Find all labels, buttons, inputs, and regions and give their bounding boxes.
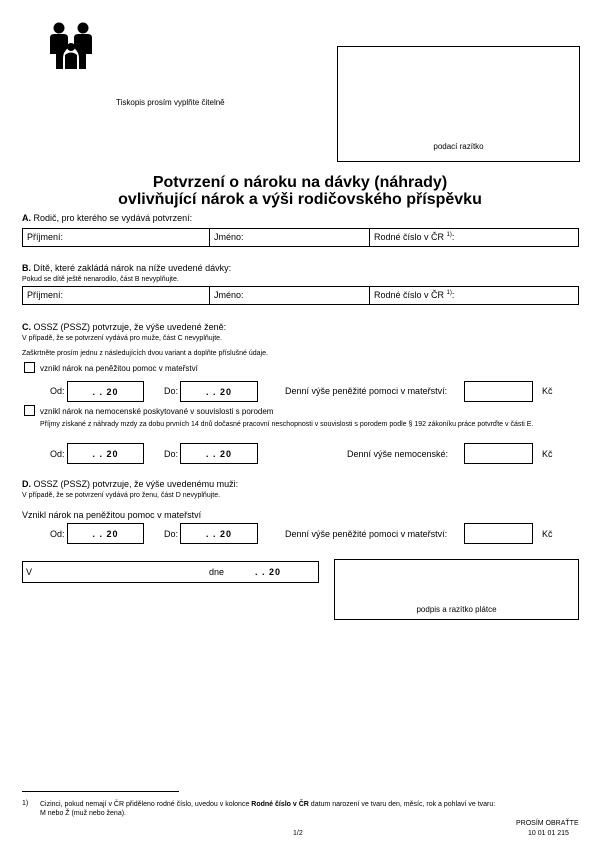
footnote-text: Cizinci, pokud nemají v ČR přiděleno rodné číslo, uvedou v kolonce Rodné číslo v ČR datum narození ve tvaru den, měsíc, rok a pohlaví ve tvaru: M nebo Ž (muž nebo žena). <box>40 801 496 817</box>
logo-icon <box>48 22 94 70</box>
c2-to-label: Do: <box>164 449 179 459</box>
form-code: 10 01 01 215 <box>528 830 569 837</box>
place-label: V <box>26 567 33 577</box>
place-date-field[interactable] <box>22 561 319 583</box>
c1-daily-amount-field[interactable] <box>464 381 533 402</box>
turn-over-label: PROSÍM OBRAŤTE <box>516 820 579 827</box>
section-b-note: Pokud se dítě ještě nenarodilo, část B nevyplňujte. <box>22 276 179 283</box>
section-d-heading: D. OSSZ (PSSZ) potvrzuje, že výše uvedenému muži: <box>22 479 239 489</box>
maternity-checkbox[interactable] <box>24 362 35 373</box>
c1-from-date[interactable]: . . 20 <box>67 381 144 402</box>
signature-stamp-box[interactable] <box>334 559 579 620</box>
sickness-option-note: Příjmy získané z náhrady mzdy za dobu prvních 14 dnů dočasné pracovní neschopnosti v souvislosti s porodem podle § 192 zákoníku práce potvrďte v části E. <box>40 421 534 428</box>
page-number: 1/2 <box>293 830 303 837</box>
section-b-heading: B. Dítě, které zakládá nárok na níže uvedené dávky: <box>22 263 232 273</box>
child-name-field[interactable]: Jméno: <box>209 287 369 304</box>
parent-birth-number-field[interactable]: Rodné číslo v ČR $^{1)}$: <box>369 229 578 246</box>
section-a-heading: A. Rodič, pro kterého se vydává potvrzení: <box>22 213 193 223</box>
c2-daily-amount-label: Denní výše nemocenské: <box>347 449 449 459</box>
section-d-note: V případě, že se potvrzení vydává pro ženu, část D nevyplňujte. <box>22 492 221 499</box>
section-c-instruction: Zaškrtněte prosím jednu z následujících dvou variant a doplňte příslušné údaje. <box>22 350 268 357</box>
c2-from-label: Od: <box>50 449 65 459</box>
c1-daily-amount-label: Denní výše peněžité pomoci v mateřství: <box>285 386 448 396</box>
footnote-number: 1) <box>22 800 29 807</box>
date-label: dne <box>209 567 225 577</box>
child-surname-field[interactable]: Příjmení: <box>27 290 64 300</box>
maternity-option-label: vznikl nárok na peněžitou pomoc v mateřství <box>40 364 198 373</box>
d-from-label: Od: <box>50 529 65 539</box>
d-daily-amount-field[interactable] <box>464 523 533 544</box>
c2-currency: Kč <box>542 449 553 459</box>
stamp-label: podací razítko <box>433 142 484 151</box>
d-to-label: Do: <box>164 529 179 539</box>
title-line-1: Potvrzení o nároku na dávky (náhrady) <box>152 174 448 191</box>
c1-from-label: Od: <box>50 386 65 396</box>
section-c-note: V případě, že se potvrzení vydává pro muže, část C nevyplňujte. <box>22 335 222 342</box>
page-title <box>0 174 600 208</box>
child-birth-number-field[interactable]: Rodné číslo v ČR $^{1)}$: <box>369 287 578 304</box>
footnote-divider <box>22 791 179 792</box>
parent-surname-field[interactable]: Příjmení: <box>27 232 64 242</box>
parent-name-field[interactable]: Jméno: <box>209 229 369 246</box>
c2-from-date[interactable]: . . 20 <box>67 443 144 464</box>
d-currency: Kč <box>542 529 553 539</box>
fill-instruction: Tiskopis prosím vyplňte čitelně <box>116 98 225 107</box>
c1-to-date[interactable]: . . 20 <box>180 381 258 402</box>
section-a-fields <box>22 228 579 247</box>
c2-to-date[interactable]: . . 20 <box>180 443 258 464</box>
title-line-2: ovlivňující nárok a výši rodičovského příspěvku <box>118 191 482 208</box>
section-c-heading: C. OSSZ (PSSZ) potvrzuje, že výše uvedené ženě: <box>22 322 227 332</box>
c2-daily-amount-field[interactable] <box>464 443 533 464</box>
sickness-option-label: vznikl nárok na nemocenské poskytované v souvislosti s porodem <box>40 407 274 416</box>
c1-currency: Kč <box>542 386 553 396</box>
c1-to-label: Do: <box>164 386 179 396</box>
signature-date: . . 20 <box>255 567 282 577</box>
signature-label: podpis a razítko plátce <box>416 605 497 614</box>
d-daily-amount-label: Denní výše peněžité pomoci v mateřství: <box>285 529 448 539</box>
sickness-checkbox[interactable] <box>24 405 35 416</box>
section-d-entitlement-label: Vznikl nárok na peněžitou pomoc v mateřství <box>22 510 202 520</box>
stamp-box[interactable] <box>337 46 580 162</box>
d-from-date[interactable]: . . 20 <box>67 523 144 544</box>
d-to-date[interactable]: . . 20 <box>180 523 258 544</box>
section-b-fields <box>22 286 579 305</box>
